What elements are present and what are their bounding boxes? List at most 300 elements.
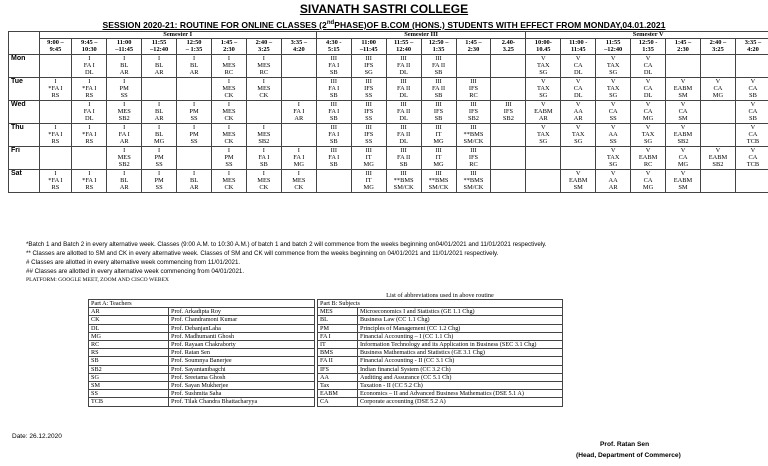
- subject-name: Financial Accounting – I (CC 1.1 Ch): [358, 332, 563, 340]
- class-cell: [211, 101, 246, 124]
- class-cell: [491, 170, 526, 193]
- day-row-tue: [9, 78, 768, 101]
- subject-code: BL: [318, 316, 358, 324]
- class-cell: [666, 101, 701, 124]
- class-cell-text: RS: [85, 184, 94, 192]
- class-cell-text: AR: [608, 184, 618, 192]
- class-cell-text: MG: [712, 92, 724, 100]
- class-cell: [281, 147, 316, 170]
- subject-row: [318, 357, 563, 365]
- class-cell-text: RC: [469, 92, 478, 100]
- teachers-table: [88, 299, 315, 407]
- class-cell-text: TAX: [537, 131, 550, 139]
- class-cell-text: V: [610, 55, 616, 62]
- teacher-code: SS: [89, 390, 169, 398]
- college-title: SIVANATH SASTRI COLLEGE: [299, 2, 469, 16]
- teacher-row: [89, 324, 315, 332]
- class-cell-text: CK: [224, 184, 234, 192]
- subject-code: CA: [318, 398, 358, 406]
- time-slot-text: –11:45: [115, 46, 134, 54]
- class-cell-text: IFS: [468, 85, 479, 93]
- class-cell: [561, 170, 596, 193]
- class-cell-text: [491, 147, 525, 154]
- day-row-sat: [9, 170, 768, 193]
- time-slot-text: 10:00-: [534, 39, 552, 46]
- class-cell-text: I: [262, 55, 265, 62]
- class-cell-text: RS: [85, 138, 94, 146]
- class-cell: [142, 101, 177, 124]
- class-cell-text: DL: [399, 92, 408, 100]
- class-cell-text: I: [123, 170, 126, 177]
- subject-row: [318, 373, 563, 381]
- class-cell-text: BL: [189, 62, 199, 70]
- class-cell: [491, 101, 526, 124]
- class-cell: [561, 101, 596, 124]
- class-cell-text: FA II: [431, 62, 446, 70]
- class-cell-text: V: [610, 78, 616, 85]
- class-cell-text: [317, 170, 351, 177]
- class-cell-text: I: [227, 124, 231, 131]
- teacher-name: Prof. Arkadipta Roy: [169, 308, 315, 316]
- time-slot-header: [107, 39, 142, 55]
- class-cell: [735, 55, 768, 78]
- class-cell: [177, 147, 212, 170]
- class-cell-text: BL: [155, 62, 164, 70]
- class-cell: [735, 124, 768, 147]
- class-cell-text: IFS: [364, 108, 374, 116]
- abbreviations-title: List of abbreviations used in above routine: [386, 292, 494, 299]
- class-cell-text: III: [365, 124, 372, 131]
- class-cell-text: III: [400, 147, 407, 154]
- class-cell: [386, 55, 421, 78]
- class-cell-text: CK: [224, 92, 234, 100]
- class-cell: [666, 170, 701, 193]
- class-cell-text: SS: [609, 115, 617, 123]
- class-cell: [596, 101, 631, 124]
- class-cell-text: **BMS: [463, 177, 484, 185]
- subject-name: Business Law (CC 1.1 Chg): [358, 316, 563, 324]
- class-cell: [735, 170, 768, 193]
- class-cell-text: FA II: [397, 85, 411, 93]
- class-cell-text: IT: [435, 131, 442, 139]
- class-cell-text: MG: [433, 161, 444, 169]
- class-cell: [142, 170, 177, 193]
- class-cell-text: I: [227, 101, 231, 108]
- teacher-code: DL: [89, 324, 169, 332]
- time-slot-text: 11:55 –: [393, 39, 414, 46]
- time-slot-text: 11:55: [605, 39, 621, 46]
- class-cell: [421, 124, 456, 147]
- time-slot-text: 4:30 -: [326, 39, 342, 46]
- class-cell: [561, 124, 596, 147]
- class-cell-text: AR: [294, 115, 304, 123]
- class-cell-text: III: [330, 124, 337, 131]
- note-double-hash: ## Classes are allotted in every alternative week commencing from 04/01/2021.: [26, 268, 245, 275]
- class-cell-text: MES: [222, 85, 236, 93]
- class-cell: [526, 147, 561, 170]
- class-cell-text: [701, 55, 735, 62]
- signatory-designation: (Head, Department of Commerce): [576, 452, 681, 459]
- class-cell-text: I: [192, 55, 196, 62]
- class-cell-text: BL: [155, 131, 164, 139]
- class-cell-text: RS: [51, 184, 60, 192]
- note-hash: # Classes are allotted in every alternative week commencing from 11/01/2021.: [26, 259, 241, 266]
- class-cell-text: SB2: [118, 115, 130, 123]
- teachers-header: Part A: Teachers: [89, 300, 315, 308]
- time-slot-header: [39, 39, 72, 55]
- class-cell: [177, 124, 212, 147]
- time-slot-text: 1:35: [432, 46, 445, 54]
- teacher-row: [89, 316, 315, 324]
- day-row-thu: [9, 124, 768, 147]
- class-cell: [456, 124, 491, 147]
- class-cell: [700, 101, 735, 124]
- day-label: Fri: [9, 147, 40, 170]
- class-cell-text: I: [123, 124, 126, 131]
- class-cell-text: SB: [259, 161, 268, 169]
- class-cell-text: *FA I: [82, 177, 97, 185]
- time-slot-text: – 1:35: [185, 46, 203, 54]
- time-slot-text: 3:35 –: [744, 39, 762, 46]
- subject-name: Corporate accounting (DSE 5.2 A): [358, 398, 563, 406]
- class-cell-text: V: [575, 101, 581, 108]
- class-cell-text: V: [575, 170, 581, 177]
- class-cell-text: I: [192, 101, 196, 108]
- class-cell-text: CA: [678, 108, 688, 116]
- class-cell-text: V: [750, 147, 756, 154]
- time-slot-text: –12:40: [150, 46, 169, 54]
- teacher-name: Prof. Sushmita Saha: [169, 390, 315, 398]
- class-cell: [526, 101, 561, 124]
- class-cell-text: FA II: [397, 131, 411, 139]
- subject-row: [318, 382, 563, 390]
- day-label: Sat: [9, 170, 40, 193]
- class-cell-text: [72, 147, 106, 154]
- class-cell-text: IFS: [468, 108, 479, 116]
- class-cell: [177, 101, 212, 124]
- class-cell-text: I: [88, 124, 91, 131]
- class-cell-text: [177, 78, 211, 85]
- teacher-name: Prof. Sreetama Ghosh: [169, 373, 315, 381]
- teacher-code: SM: [89, 382, 169, 390]
- time-slot-text: –12:40: [604, 46, 623, 54]
- class-cell-text: SS: [365, 115, 373, 123]
- class-cell: [491, 55, 526, 78]
- class-cell-text: SB: [329, 161, 338, 169]
- class-cell-text: SS: [155, 161, 163, 169]
- subject-row: [318, 316, 563, 324]
- semester-3-header: Semester III: [316, 32, 526, 39]
- class-cell: [316, 170, 351, 193]
- class-cell: [246, 124, 281, 147]
- class-cell-text: MG: [363, 161, 374, 169]
- class-cell: [351, 170, 386, 193]
- class-cell-text: SM: [573, 184, 583, 192]
- class-cell: [72, 78, 107, 101]
- time-slot-text: 2:30: [677, 46, 689, 54]
- class-cell-text: SS: [155, 184, 163, 192]
- class-cell: [596, 170, 631, 193]
- class-cell-text: SM/CK: [428, 184, 449, 192]
- class-cell-text: I: [192, 124, 196, 131]
- class-cell-text: PM: [154, 177, 164, 185]
- time-slot-header: [386, 39, 421, 55]
- class-cell-text: EABM: [638, 154, 658, 162]
- class-cell-text: V: [541, 124, 546, 131]
- class-cell-text: MG: [677, 161, 689, 169]
- class-cell-text: CA: [643, 177, 653, 185]
- teacher-code: SG: [89, 373, 169, 381]
- class-cell-text: V: [575, 124, 581, 131]
- class-cell-text: MES: [117, 154, 131, 162]
- teacher-name: Prof. Chandramoni Kumar: [169, 316, 315, 324]
- class-cell-text: AA: [573, 108, 583, 116]
- class-cell-text: I: [88, 170, 91, 177]
- teacher-row: [89, 349, 315, 357]
- class-cell-text: MES: [257, 177, 271, 185]
- class-cell-text: BL: [120, 62, 129, 70]
- class-cell-text: MES: [222, 131, 236, 139]
- class-cell-text: CK: [259, 92, 269, 100]
- class-cell-text: [701, 170, 735, 177]
- class-cell-text: V: [645, 78, 651, 85]
- class-cell-text: SS: [365, 92, 373, 100]
- class-cell-text: [736, 55, 768, 62]
- subject-code: IT: [318, 341, 358, 349]
- time-slot-text: 12:50 -: [638, 39, 658, 46]
- class-cell-text: III: [400, 55, 407, 62]
- class-cell-text: SG: [609, 92, 618, 100]
- class-cell-text: SB: [399, 161, 408, 169]
- teacher-code: TCB: [89, 398, 169, 406]
- time-slot-header: [456, 39, 491, 55]
- class-cell: [107, 78, 142, 101]
- day-row-fri: [9, 147, 768, 170]
- class-cell-text: MES: [222, 177, 236, 185]
- subject-code: MES: [318, 308, 358, 316]
- class-cell-text: III: [365, 170, 372, 177]
- class-cell: [526, 55, 561, 78]
- class-cell-text: AR: [119, 184, 129, 192]
- class-cell-text: DL: [643, 92, 653, 100]
- teacher-code: RC: [89, 341, 169, 349]
- class-cell-text: SM: [678, 115, 688, 123]
- class-cell-text: FA II: [397, 154, 411, 162]
- class-cell-text: V: [680, 170, 686, 177]
- class-cell-text: EABM: [673, 177, 693, 185]
- class-cell-text: [282, 55, 316, 62]
- class-cell: [351, 147, 386, 170]
- class-cell-text: TAX: [537, 62, 550, 70]
- day-label: Wed: [9, 101, 40, 124]
- teacher-row: [89, 357, 315, 365]
- class-cell: [107, 170, 142, 193]
- class-cell-text: **BMS: [463, 131, 484, 139]
- subject-row: [318, 308, 563, 316]
- class-cell-text: V: [610, 101, 616, 108]
- class-cell-text: I: [262, 124, 265, 131]
- class-cell-text: III: [400, 101, 407, 108]
- time-slot-text: 5:15: [327, 46, 340, 54]
- routine-table: [8, 31, 768, 193]
- class-cell-text: V: [575, 78, 581, 85]
- class-cell-text: FA I: [118, 131, 130, 139]
- time-slot-header: [526, 39, 561, 55]
- class-cell: [351, 55, 386, 78]
- time-slot-header: [631, 39, 666, 55]
- class-cell: [246, 147, 281, 170]
- class-cell: [281, 124, 316, 147]
- time-slot-text: 11:00: [116, 39, 132, 46]
- session-title-post: PHASE)OF B.COM (HONS.) STUDENTS WITH EFFECT FROM MONDAY,04.01.2021: [334, 20, 666, 30]
- class-cell-text: V: [715, 78, 721, 85]
- class-cell-text: *FA I: [82, 85, 97, 93]
- class-cell-text: I: [123, 78, 126, 85]
- time-slot-header: [666, 39, 701, 55]
- class-cell: [316, 55, 351, 78]
- class-cell: [631, 55, 666, 78]
- class-cell-text: CK: [294, 184, 304, 192]
- teacher-code: CK: [89, 316, 169, 324]
- time-slot-text: 11:00 -: [569, 39, 588, 46]
- class-cell-text: V: [750, 78, 756, 85]
- class-cell: [351, 124, 386, 147]
- class-cell: [700, 147, 735, 170]
- class-cell-text: PM: [189, 108, 199, 116]
- time-slot-header: [596, 39, 631, 55]
- class-cell: [666, 124, 701, 147]
- class-cell-text: CK: [224, 138, 234, 146]
- class-cell-text: I: [158, 101, 161, 108]
- class-cell: [351, 101, 386, 124]
- class-cell-text: I: [297, 101, 300, 108]
- time-slot-text: 1:45 –: [465, 39, 482, 46]
- class-cell: [72, 101, 107, 124]
- class-cell-text: [177, 147, 211, 154]
- class-cell-text: III: [435, 170, 442, 177]
- time-slot-text: 10:30: [81, 46, 97, 54]
- class-cell-text: FA I: [293, 108, 305, 116]
- class-cell-text: SM/CK: [463, 184, 484, 192]
- class-cell-text: V: [645, 55, 651, 62]
- class-cell: [526, 78, 561, 101]
- class-cell-text: [40, 55, 72, 62]
- class-cell: [596, 124, 631, 147]
- class-cell: [456, 147, 491, 170]
- class-cell-text: FA I: [83, 108, 95, 116]
- class-cell: [107, 55, 142, 78]
- class-cell-text: IT: [365, 177, 372, 185]
- class-cell: [491, 78, 526, 101]
- class-cell-text: AR: [538, 115, 548, 123]
- class-cell-text: PM: [189, 131, 199, 139]
- class-cell-text: SS: [190, 138, 198, 146]
- class-cell-text: SB: [329, 115, 338, 123]
- class-cell-text: V: [610, 147, 616, 154]
- class-cell: [316, 78, 351, 101]
- time-slot-text: 3:25: [712, 46, 724, 54]
- subject-name: Information Technology and its Application in Business (SEC 3.1 Chg): [358, 341, 563, 349]
- class-cell: [246, 55, 281, 78]
- time-slot-text: 3:35 –: [290, 39, 308, 46]
- class-cell-text: SB: [749, 92, 757, 100]
- class-cell-text: I: [158, 55, 161, 62]
- class-cell-text: I: [227, 55, 231, 62]
- class-cell: [386, 78, 421, 101]
- class-cell-text: SB2: [712, 161, 724, 169]
- class-cell-text: AA: [608, 177, 618, 185]
- class-cell-text: III: [470, 170, 477, 177]
- class-cell: [526, 170, 561, 193]
- teacher-name: Prof. Rayaan Chakraborty: [169, 341, 315, 349]
- day-header-cell: [9, 39, 40, 55]
- teacher-name: Prof. Sayantanibagchi: [169, 365, 315, 373]
- class-cell-text: CA: [748, 154, 758, 162]
- subject-name: Indian financial System (CC 3.2 Ch): [358, 365, 563, 373]
- teacher-code: RS: [89, 349, 169, 357]
- class-cell: [456, 170, 491, 193]
- class-cell-text: [666, 55, 700, 62]
- class-cell-text: SM/CK: [393, 184, 414, 192]
- class-cell: [456, 55, 491, 78]
- class-cell: [561, 78, 596, 101]
- class-cell-text: V: [575, 55, 581, 62]
- semester-header-row: [9, 32, 768, 39]
- class-cell: [456, 101, 491, 124]
- class-cell-text: V: [715, 147, 721, 154]
- teacher-code: SB: [89, 357, 169, 365]
- class-cell-text: MG: [153, 138, 165, 146]
- class-cell: [316, 124, 351, 147]
- time-slot-text: 3.25: [502, 46, 514, 54]
- teacher-code: SB2: [89, 365, 169, 373]
- class-cell-text: BL: [155, 108, 164, 116]
- class-cell-text: TAX: [606, 62, 620, 70]
- class-cell-text: CA: [678, 154, 688, 162]
- class-cell-text: AR: [119, 138, 129, 146]
- class-cell-text: *FA I: [82, 131, 97, 139]
- time-slot-text: 10.45: [536, 46, 551, 54]
- class-cell: [666, 78, 701, 101]
- class-cell-text: FA I: [328, 154, 340, 162]
- subject-code: EABM: [318, 390, 358, 398]
- class-cell: [211, 124, 246, 147]
- class-cell-text: [282, 124, 316, 131]
- class-cell-text: III: [470, 78, 477, 85]
- class-cell-text: SB: [434, 69, 443, 77]
- class-cell-text: III: [365, 78, 372, 85]
- teacher-row: [89, 365, 315, 373]
- note-batch: *Batch 1 and Batch 2 in every alternative week. Classes (9:00 A.M. to 10:30 A.M.) of batch 1 and batch 2 will commence from the weeks beginning on04/01/2021 and 11/01/2021 respectively.: [26, 241, 547, 248]
- class-cell: [700, 78, 735, 101]
- teacher-row: [89, 341, 315, 349]
- class-cell-text: RS: [85, 92, 94, 100]
- class-cell-text: CA: [573, 85, 583, 93]
- class-cell: [735, 101, 768, 124]
- session-title-sup: nd: [326, 20, 335, 27]
- class-cell-text: SB: [434, 92, 443, 100]
- time-slot-text: 11:00: [361, 39, 376, 46]
- class-cell-text: V: [645, 124, 651, 131]
- teacher-name: Prof. Soumnya Banerjee: [169, 357, 315, 365]
- time-slot-header: [561, 39, 596, 55]
- class-cell-text: SM: [678, 92, 688, 100]
- class-cell: [246, 78, 281, 101]
- class-cell-text: FA I: [258, 154, 270, 162]
- signatory-name: Prof. Ratan Sen: [600, 441, 650, 448]
- class-cell-text: I: [227, 147, 231, 154]
- class-cell-text: *FA I: [48, 131, 63, 139]
